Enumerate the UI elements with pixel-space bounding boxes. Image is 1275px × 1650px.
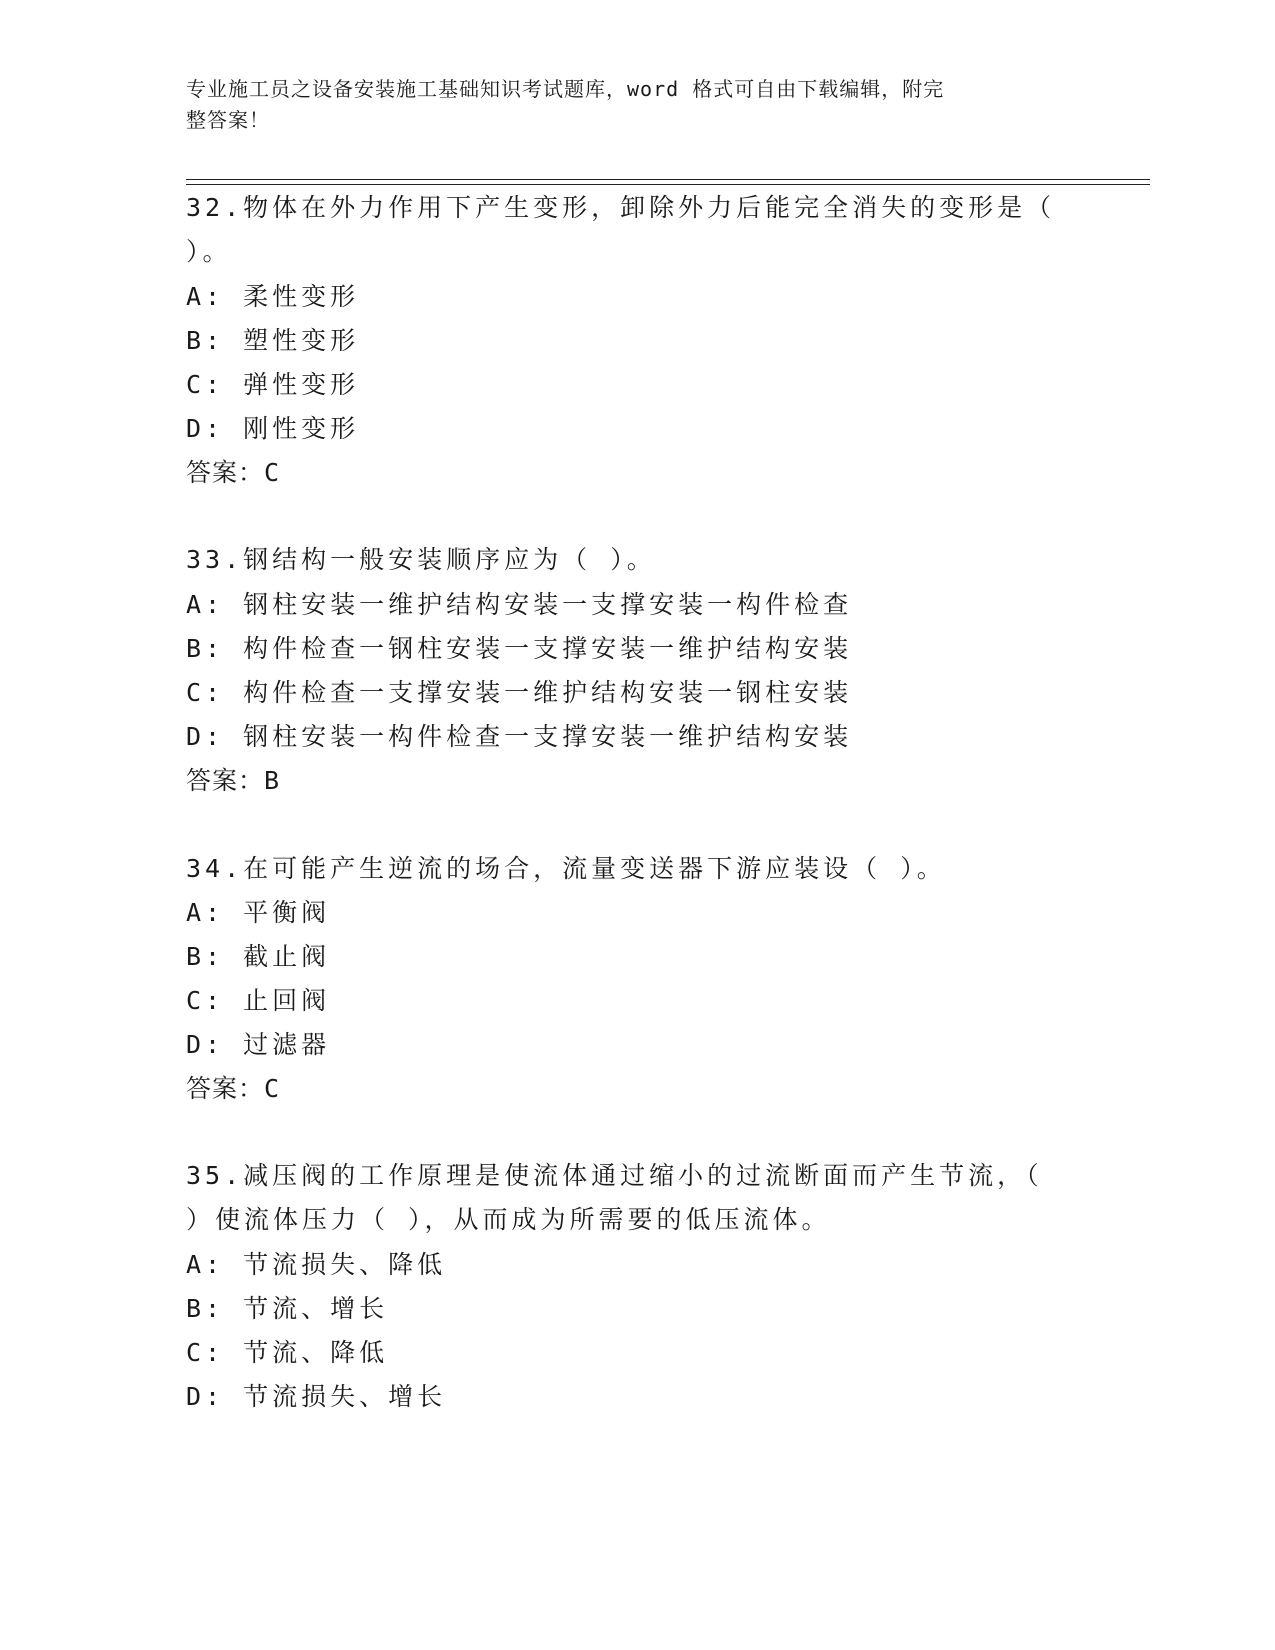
question-stem: 35.减压阀的工作原理是使流体通过缩小的过流断面而产生节流，（: [186, 1161, 1043, 1190]
question-stem: 32.物体在外力作用下产生变形，卸除外力后能完全消失的变形是（: [186, 193, 1056, 222]
option-a: A: 柔性变形: [186, 282, 360, 311]
option-c: C: 弹性变形: [186, 370, 360, 399]
option-a: A: 节流损失、降低: [186, 1250, 447, 1279]
answer: 答案：C: [186, 1074, 281, 1103]
option-b: B: 节流、增长: [186, 1294, 389, 1323]
option-c: C: 节流、降低: [186, 1338, 389, 1367]
answer: 答案：B: [186, 766, 281, 795]
option-d: D: 钢柱安装一构件检查一支撑安装一维护结构安装: [186, 722, 853, 751]
option-b: B: 塑性变形: [186, 326, 360, 355]
question-stem: 34.在可能产生逆流的场合，流量变送器下游应装设（ ）。: [186, 854, 946, 883]
header-text-line-2: 整答案！: [186, 108, 270, 132]
question-stem-continued: ）使流体压力（ ），从而成为所需要的低压流体。: [186, 1205, 831, 1234]
answer: 答案：C: [186, 458, 281, 487]
header-divider-top: [186, 179, 1150, 180]
option-c: C: 止回阀: [186, 986, 331, 1015]
question-stem: 33.钢结构一般安装顺序应为（ ）。: [186, 545, 656, 574]
option-b: B: 截止阀: [186, 942, 331, 971]
option-c: C: 构件检查一支撑安装一维护结构安装一钢柱安装: [186, 678, 853, 707]
option-d: D: 节流损失、增长: [186, 1382, 447, 1411]
question-stem-continued: ）。: [186, 237, 232, 266]
option-b: B: 构件检查一钢柱安装一支撑安装一维护结构安装: [186, 634, 853, 663]
option-a: A: 钢柱安装一维护结构安装一支撑安装一构件检查: [186, 590, 853, 619]
document-header: [186, 74, 1066, 136]
option-a: A: 平衡阀: [186, 898, 331, 927]
header-text-line-1: 专业施工员之设备安装施工基础知识考试题库，word 格式可自由下载编辑，附完: [186, 77, 945, 101]
option-d: D: 刚性变形: [186, 414, 360, 443]
header-divider-bottom: [186, 184, 1150, 185]
option-d: D: 过滤器: [186, 1030, 331, 1059]
